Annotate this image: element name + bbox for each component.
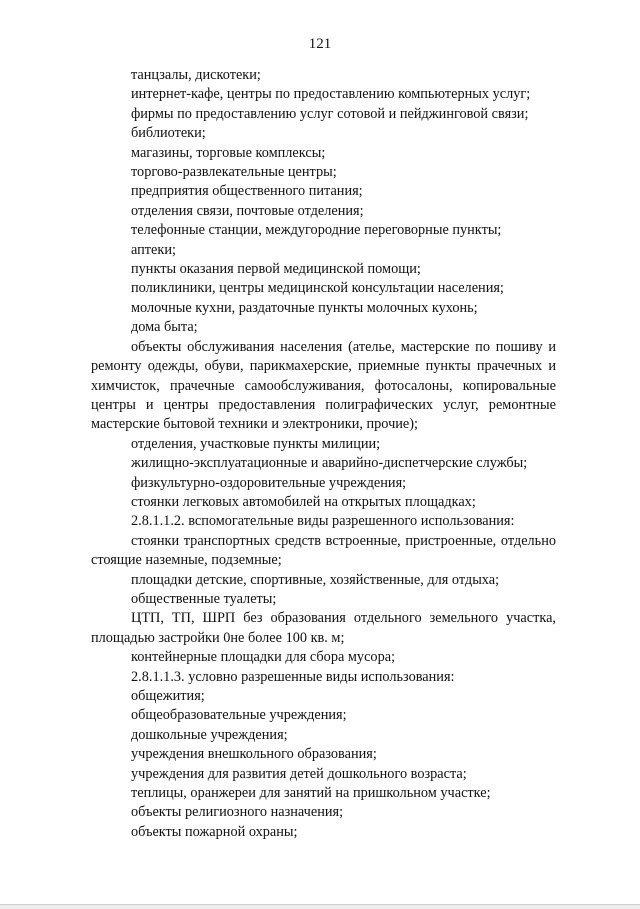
section-heading: 2.8.1.1.2. вспомогательные виды разрешенного использования: bbox=[131, 513, 515, 530]
list-item: контейнерные площадки для сбора мусора; bbox=[131, 649, 396, 666]
list-item: общежития; bbox=[131, 688, 205, 704]
list-item: поликлиники, центры медицинской консультации населения; bbox=[131, 280, 504, 297]
section-heading: 2.8.1.1.3. условно разрешенные виды использования: bbox=[131, 668, 455, 685]
list-item: интернет-кафе, центры по предоставлению компьютерных услуг; bbox=[131, 86, 531, 103]
list-item: аптеки; bbox=[131, 241, 176, 258]
list-item: молочные кухни, раздаточные пункты молочных кухонь; bbox=[131, 299, 478, 316]
list-item: библиотеки; bbox=[131, 125, 206, 142]
scan-edge bbox=[0, 904, 640, 909]
list-item: пункты оказания первой медицинской помощи; bbox=[131, 261, 421, 278]
list-item: стоянки легковых автомобилей на открытых площадках; bbox=[131, 493, 476, 510]
page-number: 121 bbox=[308, 36, 332, 52]
document-body bbox=[91, 66, 556, 842]
list-item: общественные туалеты; bbox=[131, 590, 277, 607]
parking-paragraph: стоянки транспортных средств встроенные, пристроенные, отдельно стоящие наземные, подземные; bbox=[91, 532, 556, 569]
list-item: общеобразовательные учреждения; bbox=[131, 707, 347, 724]
list-item: теплицы, оранжереи для занятий на пришкольном участке; bbox=[131, 785, 491, 802]
list-item: магазины, торговые комплексы; bbox=[131, 144, 326, 161]
list-item: физкультурно-оздоровительные учреждения; bbox=[131, 474, 407, 491]
list-item: площадки детские, спортивные, хозяйственные, для отдыха; bbox=[131, 571, 500, 588]
list-item: танцзалы, дискотеки; bbox=[131, 67, 261, 83]
list-item: учреждения для развития детей дошкольного возраста; bbox=[131, 765, 467, 782]
list-item: фирмы по предоставлению услуг сотовой и пейджинговой связи; bbox=[131, 105, 529, 122]
services-paragraph: объекты обслуживания населения (ателье, мастерские по пошиву и ремонту одежды, обуви, парикмахерские, приемные пункты прачечных и химчисток, прачечные самообслуживания, фотосалоны, копировальные центры и центры предоставления полиграфических услуг, ремонтные мастерские бытовой техники и электроники, прочие); bbox=[91, 338, 556, 433]
list-item: объекты религиозного назначения; bbox=[131, 804, 344, 821]
list-item: дома быта; bbox=[131, 319, 198, 336]
list-item: жилищно-эксплуатационные и аварийно-диспетчерские службы; bbox=[131, 455, 528, 472]
list-item: отделения, участковые пункты милиции; bbox=[131, 435, 381, 452]
list-item: телефонные станции, междугородние переговорные пункты; bbox=[131, 222, 502, 239]
list-item: предприятия общественного питания; bbox=[131, 183, 363, 200]
list-item: дошкольные учреждения; bbox=[131, 726, 288, 743]
list-item: учреждения внешкольного образования; bbox=[131, 746, 377, 763]
list-item: отделения связи, почтовые отделения; bbox=[131, 202, 364, 219]
list-item: торгово-развлекательные центры; bbox=[131, 164, 337, 181]
ctp-paragraph: ЦТП, ТП, ШРП без образования отдельного земельного участка, площадью застройки 0не более 100 кв. м; bbox=[91, 610, 556, 646]
list-item: объекты пожарной охраны; bbox=[131, 823, 298, 840]
